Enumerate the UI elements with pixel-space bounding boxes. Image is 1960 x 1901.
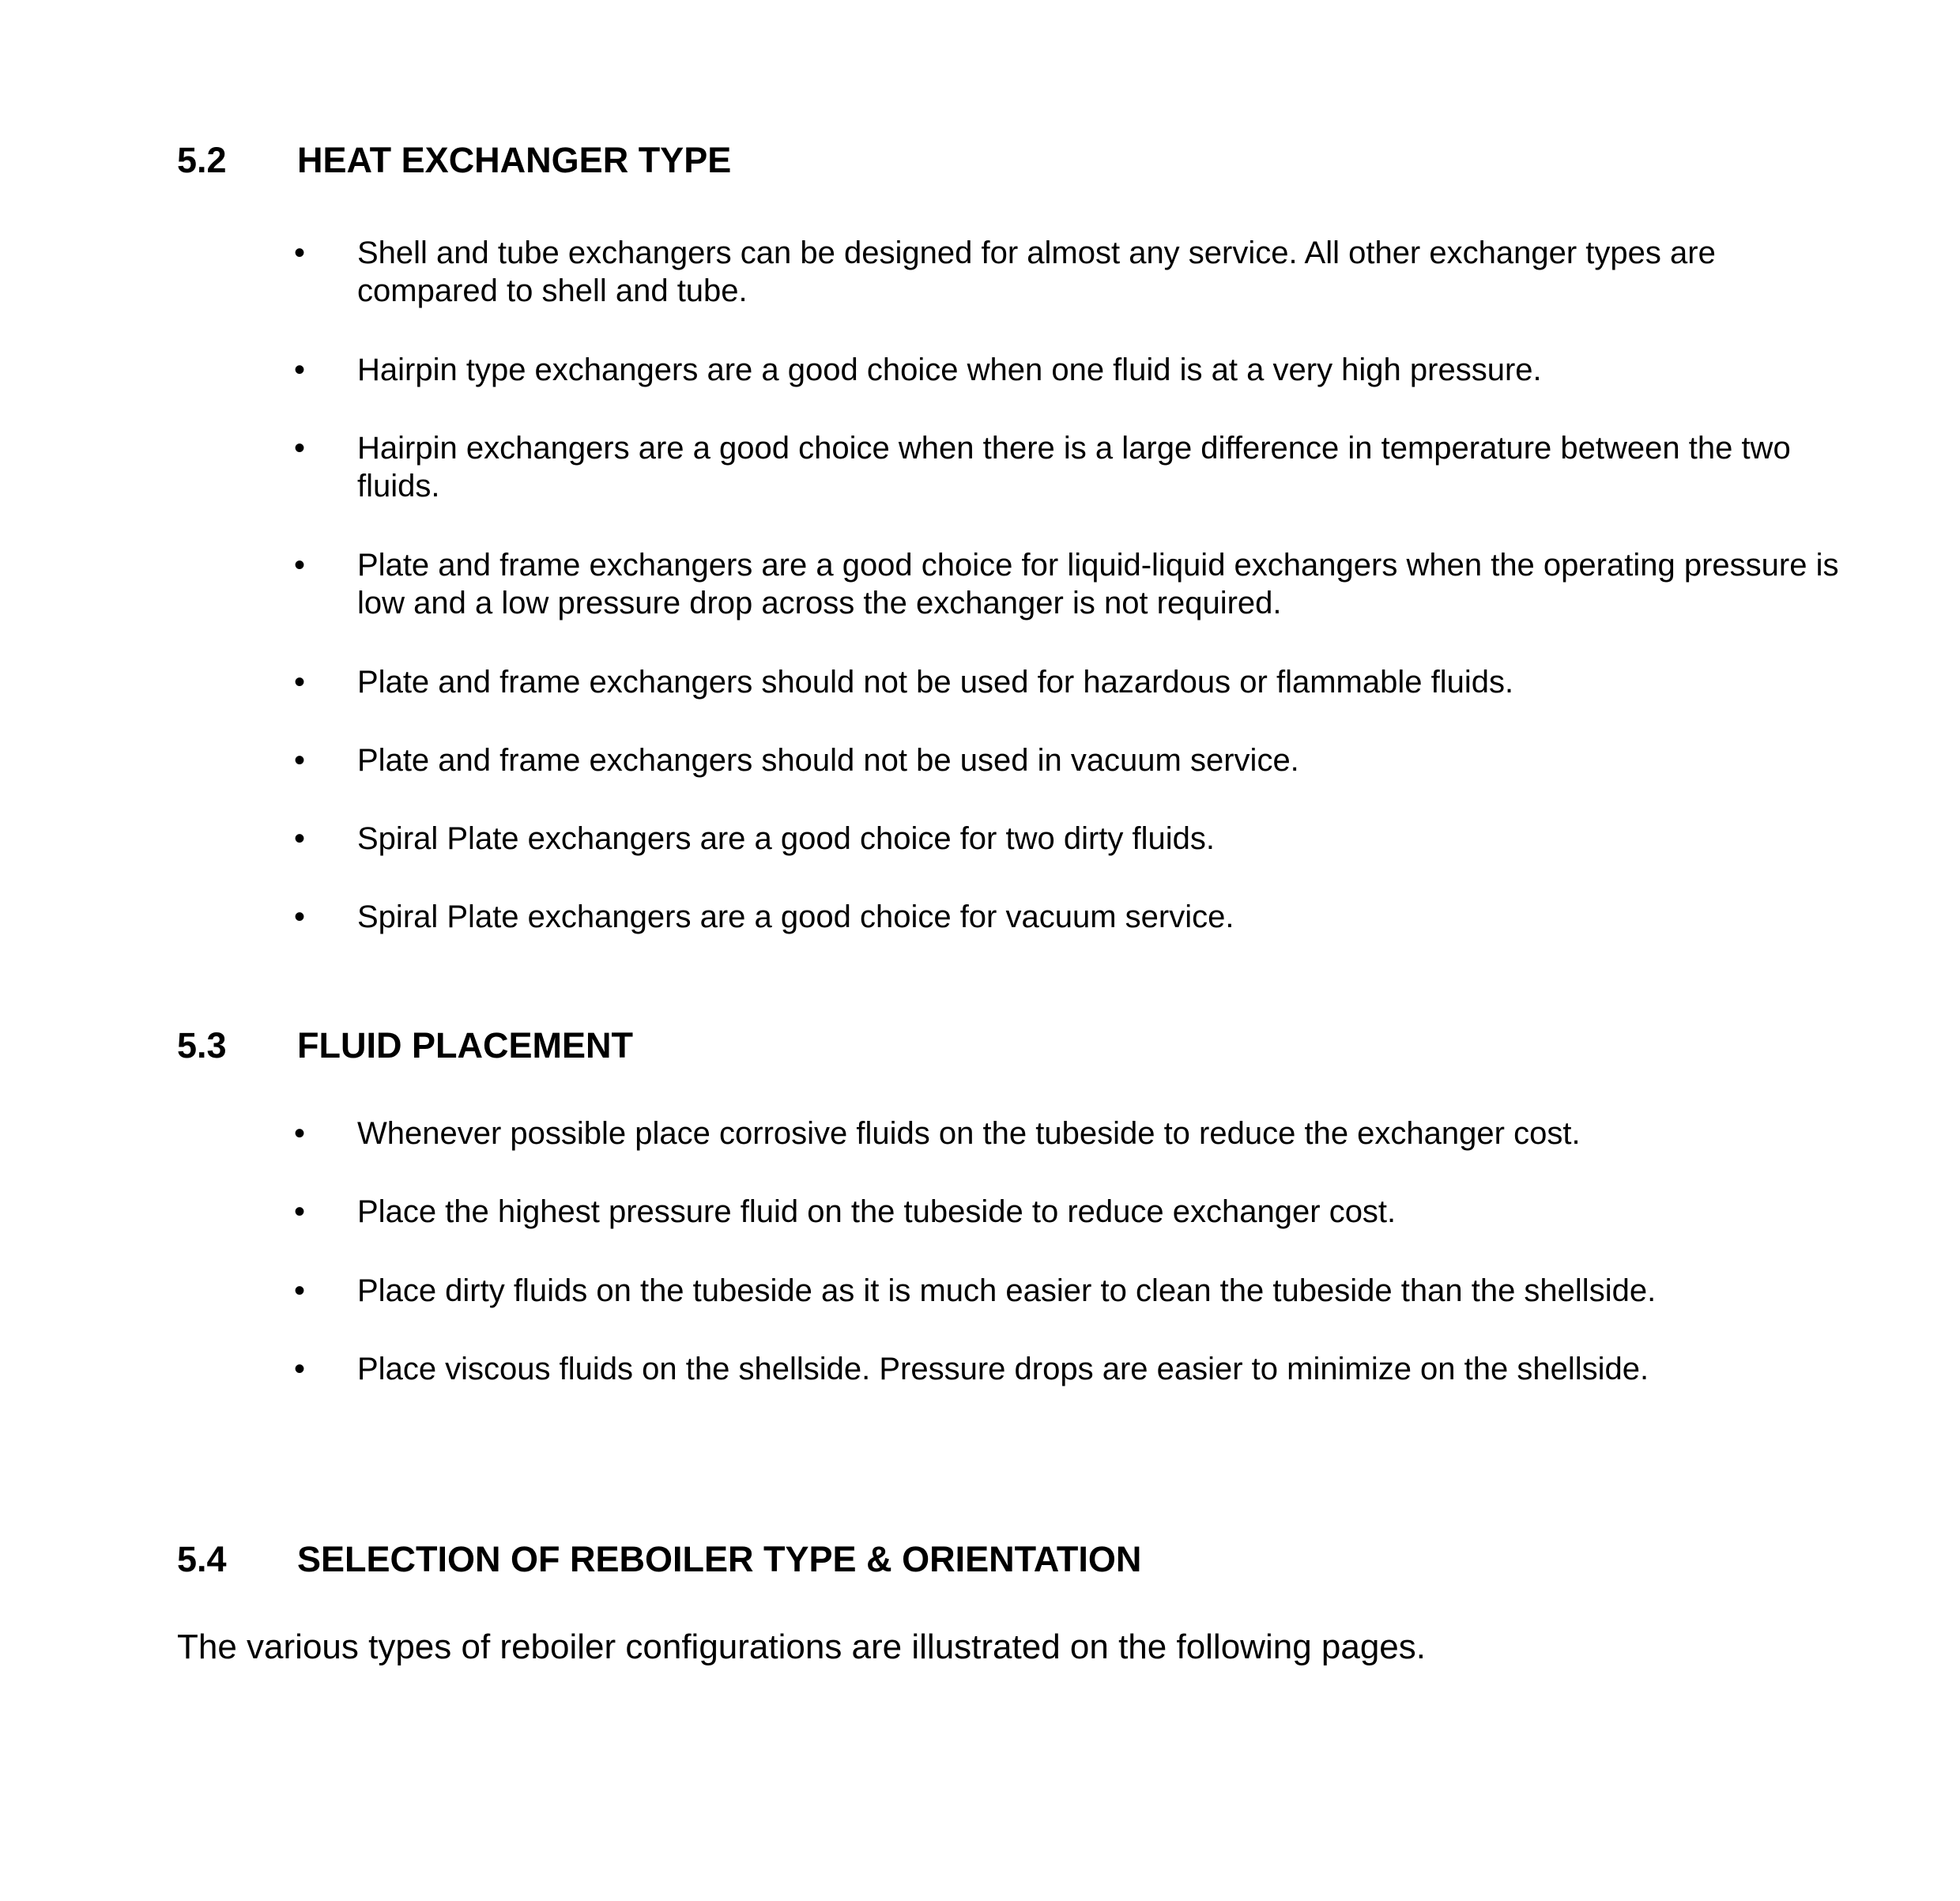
bullet-icon: • [294, 548, 306, 583]
list-item-text: Whenever possible place corrosive fluids on the tubeside to reduce the exchanger cost. [357, 1116, 1581, 1151]
bullet-icon: • [294, 743, 306, 778]
section-number: 5.3 [177, 1025, 227, 1066]
section-title: HEAT EXCHANGER TYPE [297, 140, 732, 180]
list-item-text: Hairpin exchangers are a good choice when there is a large difference in temperature between the two fluids. [357, 431, 1791, 504]
bullet-icon: • [294, 236, 306, 270]
list-item-text: Shell and tube exchangers can be designed for almost any service. All other exchanger types are compared to shell and tube. [357, 236, 1716, 308]
list-item-text: Plate and frame exchangers are a good choice for liquid-liquid exchangers when the operating pressure is low and a low pressure drop across the exchanger is not required. [357, 548, 1839, 620]
list-item-text: Place viscous fluids on the shellside. Pressure drops are easier to minimize on the shellside. [357, 1352, 1649, 1386]
bullet-icon: • [294, 1194, 306, 1229]
list-item-text: Place the highest pressure fluid on the tubeside to reduce exchanger cost. [357, 1194, 1396, 1229]
section-title: SELECTION OF REBOILER TYPE & ORIENTATION [297, 1539, 1142, 1579]
bullet-icon: • [294, 821, 306, 856]
bullet-icon: • [294, 431, 306, 466]
section-number: 5.4 [177, 1539, 227, 1579]
list-item-text: Hairpin type exchangers are a good choice when one fluid is at a very high pressure. [357, 353, 1542, 387]
bullet-icon: • [294, 1116, 306, 1151]
bullet-icon: • [294, 1352, 306, 1386]
body-paragraph: The various types of reboiler configurations are illustrated on the following pages. [177, 1628, 1427, 1666]
list-item-text: Spiral Plate exchangers are a good choice for two dirty fluids. [357, 821, 1216, 856]
bullet-icon: • [294, 353, 306, 387]
section-number: 5.2 [177, 140, 227, 180]
list-item-text: Place dirty fluids on the tubeside as it is much easier to clean the tubeside than the shellside. [357, 1273, 1657, 1308]
section-title: FLUID PLACEMENT [297, 1025, 633, 1066]
list-item-text: Plate and frame exchangers should not be used in vacuum service. [357, 743, 1299, 778]
list-item-text: Plate and frame exchangers should not be used for hazardous or flammable fluids. [357, 665, 1514, 700]
list-item-text: Spiral Plate exchangers are a good choice for vacuum service. [357, 900, 1234, 934]
bullet-icon: • [294, 900, 306, 934]
bullet-icon: • [294, 665, 306, 700]
bullet-icon: • [294, 1273, 306, 1308]
